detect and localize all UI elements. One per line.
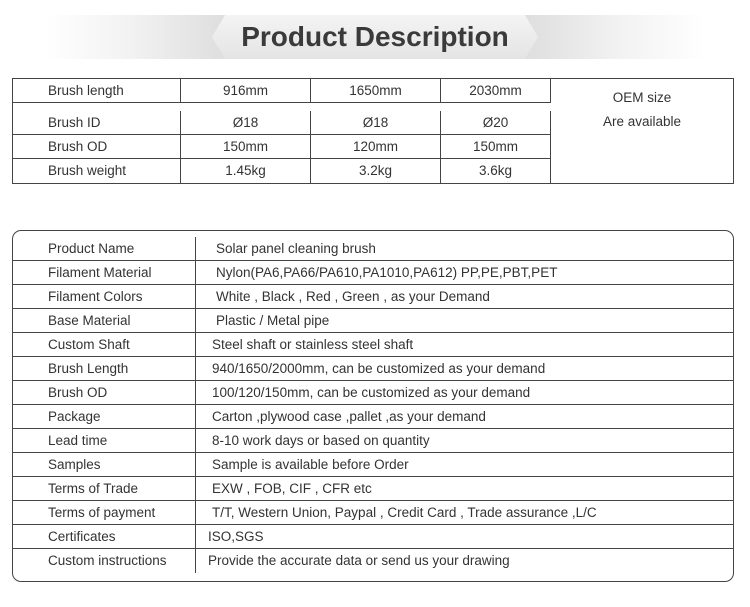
spec-row — [13, 549, 733, 573]
spec-key: Filament Colors — [13, 285, 196, 308]
spec-value: Plastic / Metal pipe — [216, 313, 330, 328]
size-label: Brush OD — [13, 135, 181, 158]
size-value: 3.2kg — [311, 159, 441, 183]
size-value: 1650mm — [311, 79, 441, 102]
spec-row — [13, 429, 733, 453]
spec-value: ISO,SGS — [208, 529, 264, 544]
spec-row — [13, 333, 733, 357]
spec-row — [13, 285, 733, 309]
size-row — [13, 111, 551, 135]
size-value: 916mm — [181, 79, 311, 102]
size-label: Brush ID — [13, 111, 181, 134]
size-row — [13, 135, 551, 159]
spec-table — [12, 230, 734, 582]
size-value: 3.6kg — [441, 159, 551, 183]
spec-key: Terms of payment — [13, 501, 196, 524]
spec-value: 8-10 work days or based on quantity — [212, 433, 430, 448]
spec-row — [13, 477, 733, 501]
spec-row — [13, 453, 733, 477]
spec-row — [13, 405, 733, 429]
spec-key: Package — [13, 405, 196, 428]
size-label: Brush weight — [13, 159, 181, 183]
size-table — [12, 78, 734, 184]
spec-row — [13, 309, 733, 333]
spec-value: Solar panel cleaning brush — [216, 241, 376, 256]
spec-key: Brush OD — [13, 381, 196, 404]
size-row — [13, 79, 551, 103]
spec-key: Base Material — [13, 309, 196, 332]
size-row — [13, 159, 551, 183]
spec-key: Lead time — [13, 429, 196, 452]
spec-value: T/T, Western Union, Paypal , Credit Card , Trade assurance ,L/C — [212, 505, 597, 520]
spec-row — [13, 381, 733, 405]
spec-row — [13, 525, 733, 549]
size-value: Ø18 — [311, 111, 441, 134]
spec-value: Provide the accurate data or send us your drawing — [208, 553, 510, 568]
size-value: 120mm — [311, 135, 441, 158]
spec-value: Carton ,plywood case ,pallet ,as your demand — [212, 409, 486, 424]
spec-value: Nylon(PA6,PA66/PA610,PA1010,PA612) PP,PE,PBT,PET — [216, 265, 558, 280]
spec-key: Custom instructions — [13, 549, 196, 573]
oem-line: Are available — [602, 114, 682, 129]
size-value: 1.45kg — [181, 159, 311, 183]
oem-note — [551, 79, 733, 183]
spec-key: Brush Length — [13, 357, 196, 380]
page-title: Product Description — [241, 21, 509, 52]
size-label: Brush length — [13, 79, 181, 102]
spec-row — [13, 261, 733, 285]
spec-key: Certificates — [13, 525, 196, 548]
spec-row — [13, 501, 733, 525]
spec-value: White , Black , Red , Green , as your Demand — [216, 289, 490, 304]
spec-value: 100/120/150mm, can be customized as your demand — [212, 385, 531, 400]
spec-key: Terms of Trade — [13, 477, 196, 500]
spec-row — [13, 357, 733, 381]
size-value: Ø20 — [441, 111, 551, 134]
spec-key: Samples — [13, 453, 196, 476]
spec-key: Custom Shaft — [13, 333, 196, 356]
spec-key: Filament Material — [13, 261, 196, 284]
spec-value: 940/1650/2000mm, can be customized as your demand — [212, 361, 546, 376]
size-value: 2030mm — [441, 79, 551, 102]
size-value: 150mm — [441, 135, 551, 158]
spec-value: EXW , FOB, CIF , CFR etc — [212, 481, 372, 496]
size-value: Ø18 — [181, 111, 311, 134]
spec-row — [13, 237, 733, 261]
spec-key: Product Name — [13, 237, 196, 260]
title-banner — [0, 15, 750, 59]
oem-line: OEM size — [612, 90, 672, 105]
spec-value: Sample is available before Order — [212, 457, 409, 472]
spec-value: Steel shaft or stainless steel shaft — [212, 337, 414, 352]
size-value: 150mm — [181, 135, 311, 158]
